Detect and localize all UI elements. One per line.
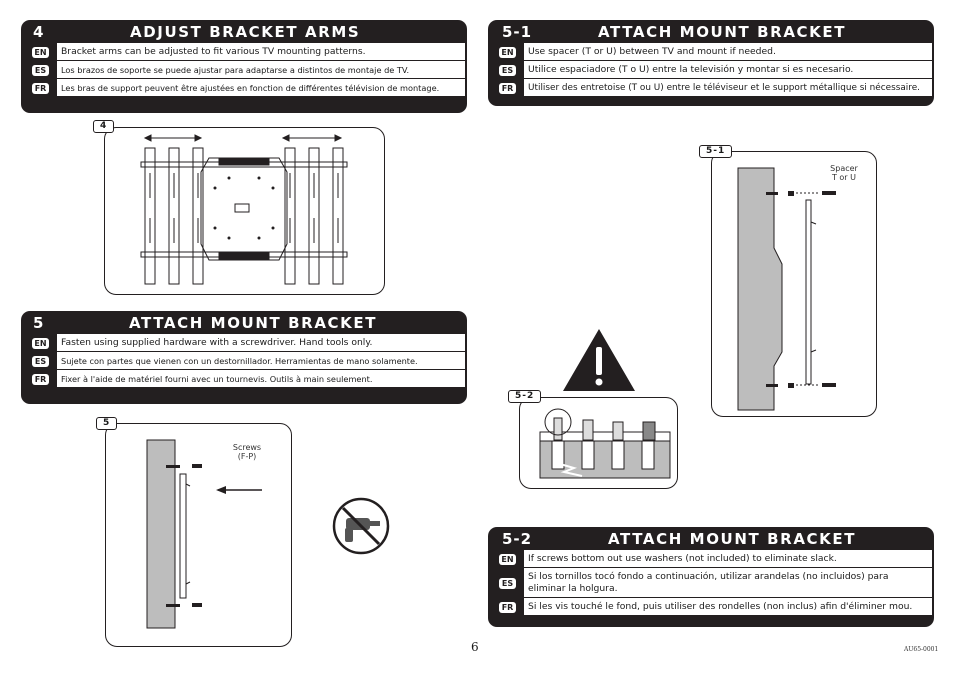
figure-4-label: 4 [93,120,114,133]
section-5-1-text-es: Utilice espaciadore (T o U) entre la televisión y montar si es necesario. [524,61,932,79]
section-5-2-number: 5-2 [502,530,533,548]
spacer-drawing [712,152,876,416]
washers-drawing [520,398,677,488]
section-4-panel [21,20,467,113]
figure-5-label: 5 [96,417,117,430]
figure-5-attach [105,423,292,647]
section-5-text-fr: Fixer à l'aide de matériel fourni avec un tournevis. Outils à main seulement. [57,370,465,388]
page-number: 6 [471,640,479,654]
section-4-header [21,20,467,43]
figure-5-1-label: 5-1 [699,145,732,158]
section-5-1-text-fr: Utiliser des entretoise (T ou U) entre le téléviseur et le support métallique si nécessaire. [524,79,932,97]
lang-badge-es: ES [32,65,49,76]
lang-badge-fr: FR [499,83,516,94]
section-5-number: 5 [33,314,45,332]
lang-badge-fr: FR [32,374,49,385]
section-5-1-panel [488,20,934,106]
section-5-1-number: 5-1 [502,23,533,41]
section-4-text-es: Los brazos de soporte se puede ajustar para adaptarse a distintos de montaje de TV. [57,61,465,79]
section-5-title: ATTACH MOUNT BRACKET [129,314,378,332]
section-5-2-panel [488,527,934,627]
screws-note: Screws (F-P) [232,443,262,461]
figure-5-2-washers [519,397,678,489]
bracket-arms-drawing [105,128,384,294]
document-code: AU65-0001 [904,646,939,653]
section-4-text-fr: Les bras de support peuvent être ajustées en fonction de différentes télévision de montage. [57,79,465,97]
section-5-1-text-en: Use spacer (T or U) between TV and mount if needed. [524,43,932,61]
section-5-text-es: Sujete con partes que vienen con un destornillador. Herramientas de mano solamente. [57,352,465,370]
figure-4-bracket-arms [104,127,385,295]
lang-badge-es: ES [499,578,516,589]
lang-badge-en: EN [32,47,49,58]
section-4-text-en: Bracket arms can be adjusted to fit various TV mounting patterns. [57,43,465,61]
section-5-2-text-es: Si los tornillos tocó fondo a continuación, utilizar arandelas (no incluidos) para eliminar la holgura. [524,568,932,598]
section-5-2-text-fr: Si les vis touché le fond, puis utiliser des rondelles (non inclus) afin d'éliminer mou. [524,598,932,616]
section-5-header [21,311,467,334]
section-4-number: 4 [33,23,45,41]
lang-badge-fr: FR [499,602,516,613]
no-power-drill-icon [331,496,391,556]
section-5-text-en: Fasten using supplied hardware with a screwdriver. Hand tools only. [57,334,465,352]
section-5-2-header [488,527,934,550]
lang-badge-es: ES [499,65,516,76]
lang-badge-es: ES [32,356,49,367]
section-4-title: ADJUST BRACKET ARMS [130,23,361,41]
section-5-panel [21,311,467,404]
spacer-note: Spacer T or U [830,164,858,182]
warning-icon [561,327,637,393]
lang-badge-fr: FR [32,83,49,94]
lang-badge-en: EN [32,338,49,349]
figure-5-1-spacer [711,151,877,417]
section-5-2-text-en: If screws bottom out use washers (not included) to eliminate slack. [524,550,932,568]
lang-badge-en: EN [499,47,516,58]
section-5-1-header [488,20,934,43]
lang-badge-en: EN [499,554,516,565]
section-5-1-title: ATTACH MOUNT BRACKET [598,23,847,41]
figure-5-2-label: 5-2 [508,390,541,403]
section-5-2-title: ATTACH MOUNT BRACKET [608,530,857,548]
